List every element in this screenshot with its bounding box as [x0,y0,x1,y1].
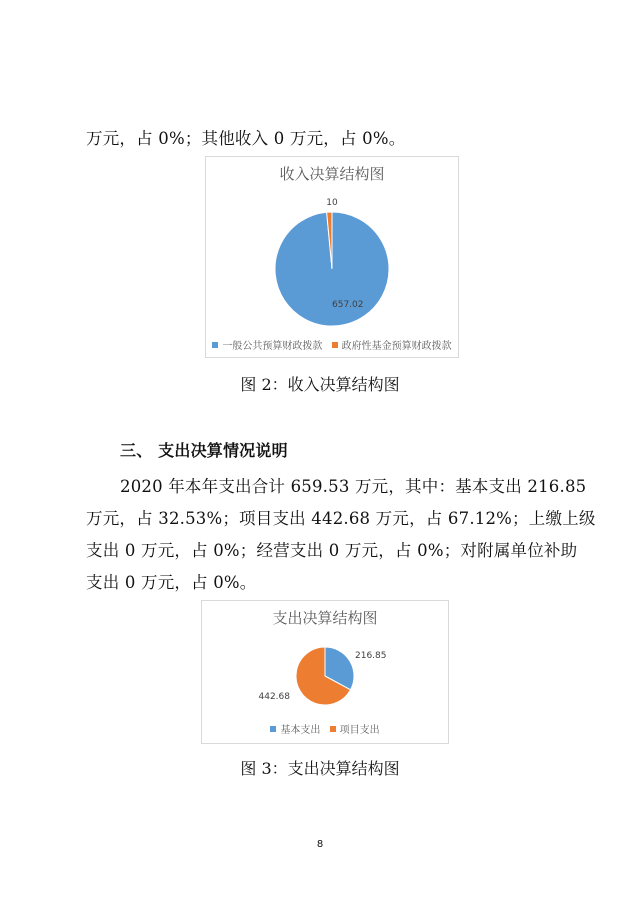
data-label: 10 [326,198,338,208]
paragraph-line: 2020 年本年支出合计 659.53 万元，其中：基本支出 216.85 [120,477,587,496]
legend-swatch [332,342,338,348]
section-heading: 三、 支出决算情况说明 [120,441,288,460]
continuation-text: 万元，占 0%；其他收入 0 万元，占 0%。 [86,129,406,148]
paragraph-line: 支出 0 万元，占 0%。 [86,573,257,592]
chart-legend [206,337,458,352]
legend-label: 基本支出 [280,725,321,736]
expense-pie-chart [202,629,448,719]
chart-title: 支出决算结构图 [272,609,378,627]
legend-item [332,337,452,352]
legend-label: 项目支出 [339,725,380,736]
data-label: 657.02 [332,300,364,310]
page-number: 8 [316,839,324,850]
chart-title: 收入决算结构图 [279,165,385,183]
legend-label: 一般公共预算财政拨款 [222,341,323,352]
paragraph-line: 支出 0 万元，占 0%；经营支出 0 万元，占 0%；对附属单位补助 [86,541,578,560]
legend-item [212,337,322,352]
chart-legend [202,721,448,736]
data-label: 216.85 [355,651,387,661]
legend-label: 政府性基金预算财政拨款 [341,341,452,352]
legend-item [270,721,320,736]
figure-caption: 图 3：支出决算结构图 [240,759,400,778]
paragraph-line: 万元，占 32.53%；项目支出 442.68 万元，占 67.12%；上缴上级 [86,509,596,528]
legend-swatch [330,726,336,732]
data-label: 442.68 [258,692,290,702]
legend-swatch [212,342,218,348]
legend-item [330,721,380,736]
figure-caption: 图 2：收入决算结构图 [240,375,400,394]
income-pie-chart [206,183,458,333]
expense-chart [201,600,449,744]
income-chart [205,156,459,358]
legend-swatch [270,726,276,732]
